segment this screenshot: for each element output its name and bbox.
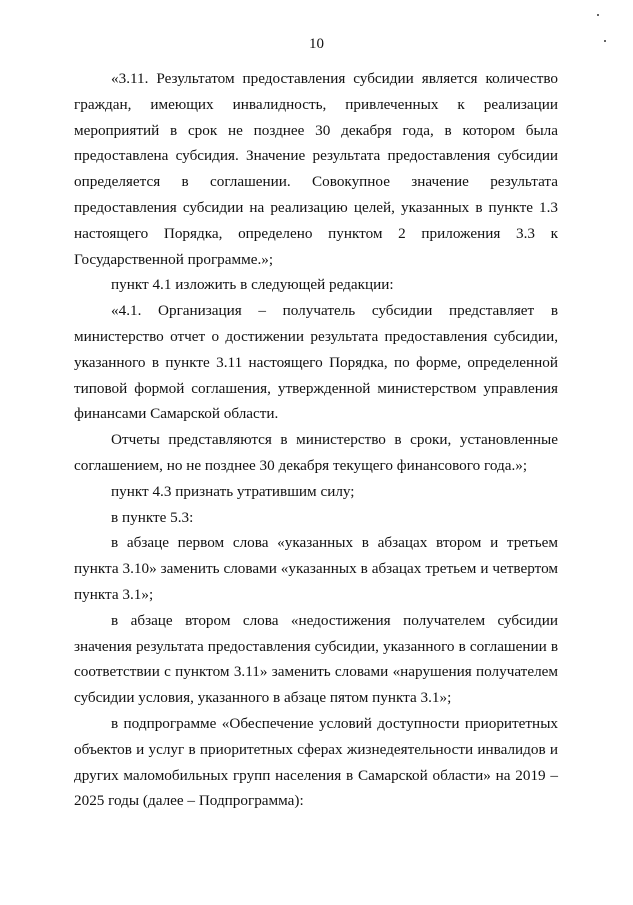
paragraph-3-11: «3.11. Результатом предоставления субсидии является количество граждан, имеющих инвалидность, привлеченных к реализации мероприятий в срок не позднее 30 декабря года, в котором была предоставлена субсидия. Значение результата предоставления субсидии определяется в соглашении. Совокупное значение результата предоставления субсидии на реализацию целей, указанных в пункте 1.3 настоящего Порядка, определено пунктом 2 приложения 3.3 к Государственной программе.»; bbox=[74, 70, 558, 268]
scan-speck bbox=[597, 14, 599, 16]
page-number: 10 bbox=[309, 36, 324, 52]
document-body bbox=[74, 66, 558, 814]
paragraph-5-3-intro: в пункте 5.3: bbox=[111, 508, 194, 526]
paragraph-subprogram: в подпрограмме «Обеспечение условий доступности приоритетных объектов и услуг в приоритетных сферах жизнедеятельности инвалидов и других маломобильных групп населения в Самарской области» на 2019 – 2025 годы (далее – Подпрограмма): bbox=[74, 714, 558, 810]
paragraph-4-1: «4.1. Организация – получатель субсидии представляет в министерство отчет о достижении результата предоставления субсидии, указанного в пункте 3.11 настоящего Порядка, по форме, определенной типовой формой соглашения, утвержденной министерством управления финансами Самарской области. bbox=[74, 302, 558, 423]
paragraph-4-3: пункт 4.3 признать утратившим силу; bbox=[111, 482, 355, 500]
paragraph-reports: Отчеты представляются в министерство в сроки, установленные соглашением, но не позднее 30 декабря текущего финансового года.»; bbox=[74, 431, 558, 474]
paragraph-5-3-second: в абзаце втором слова «недостижения получателем субсидии значения результата предоставления субсидии, указанного в соглашении в соответствии с пунктом 3.11» заменить словами «нарушения получателем субсидии условия, указанного в абзаце пятом пункта 3.1»; bbox=[74, 611, 558, 707]
paragraph-4-1-intro: пункт 4.1 изложить в следующей редакции: bbox=[111, 276, 394, 294]
paragraph-5-3-first: в абзаце первом слова «указанных в абзацах втором и третьем пункта 3.10» заменить словами «указанных в абзацах третьем и четвертом пункта 3.1»; bbox=[74, 534, 558, 603]
